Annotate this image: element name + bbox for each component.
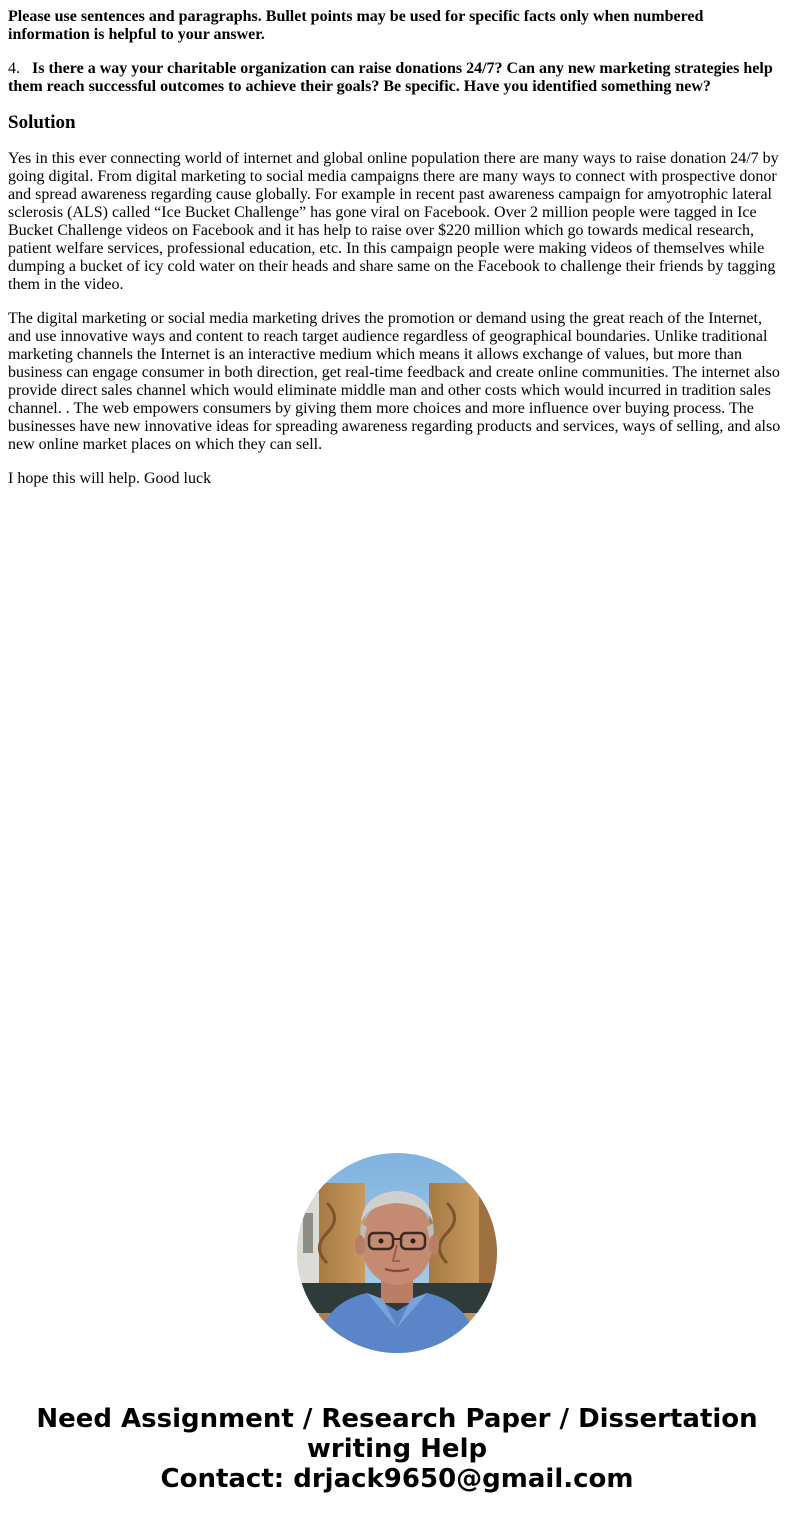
answer-body — [8, 150, 784, 488]
question-number: 4. — [8, 60, 20, 77]
answer-paragraph: I hope this will help. Good luck — [8, 470, 212, 487]
answer-paragraph: Yes in this ever connecting world of internet and global online population there are many ways to raise donation 24/7 by going digital. From digital marketing to social media campaigns there are many ways to connect with prospective donor and spread awareness regarding cause globally. For example in recent past awareness campaign for amyotrophic lateral sclerosis (ALS) called “Ice Bucket Challenge” has gone viral on Facebook. Over 2 million people were tagged in Ice Bucket Challenge videos on Facebook and it has help to raise over $220 million which go towards medical research, patient welfare services, professional education, etc. In this campaign people were making videos of themselves while dumping a bucket of icy cold water on their heads and share same on the Facebook to challenge their friends by tagging them in the video. — [8, 150, 779, 293]
banner-line-1: Need Assignment / Research Paper / Dissertation — [36, 1404, 758, 1434]
question — [8, 60, 784, 96]
instructions-text: Please use sentences and paragraphs. Bullet points may be used for specific facts only when numbered information is helpful to your answer. — [8, 8, 704, 43]
document-content — [8, 8, 784, 504]
contact-banner — [0, 1404, 794, 1494]
question-text: Is there a way your charitable organization can raise donations 24/7? Can any new marketing strategies help them reach successful outcomes to achieve their goals? Be specific. Have you identified something new? — [8, 60, 773, 95]
solution-heading: Solution — [8, 112, 76, 133]
banner-contact-line: Contact: drjack9650@gmail.com — [160, 1464, 634, 1494]
author-avatar — [297, 1153, 497, 1353]
answer-paragraph: The digital marketing or social media marketing drives the promotion or demand using the great reach of the Internet, and use innovative ways and content to reach target audience regardless of geographical boundaries. Unlike traditional marketing channels the Internet is an interactive medium which means it allows exchange of values, but more than business can engage consumer in both direction, get real-time feedback and create online communities. The internet also provide direct sales channel which would eliminate middle man and other costs which would incurred in tradition sales channel. . The web empowers consumers by giving them more choices and more influence over buying process. The businesses have new innovative ideas for spreading awareness regarding products and services, ways of selling, and also new online market places on which they can sell. — [8, 310, 781, 453]
banner-line-2: writing Help — [306, 1434, 488, 1464]
